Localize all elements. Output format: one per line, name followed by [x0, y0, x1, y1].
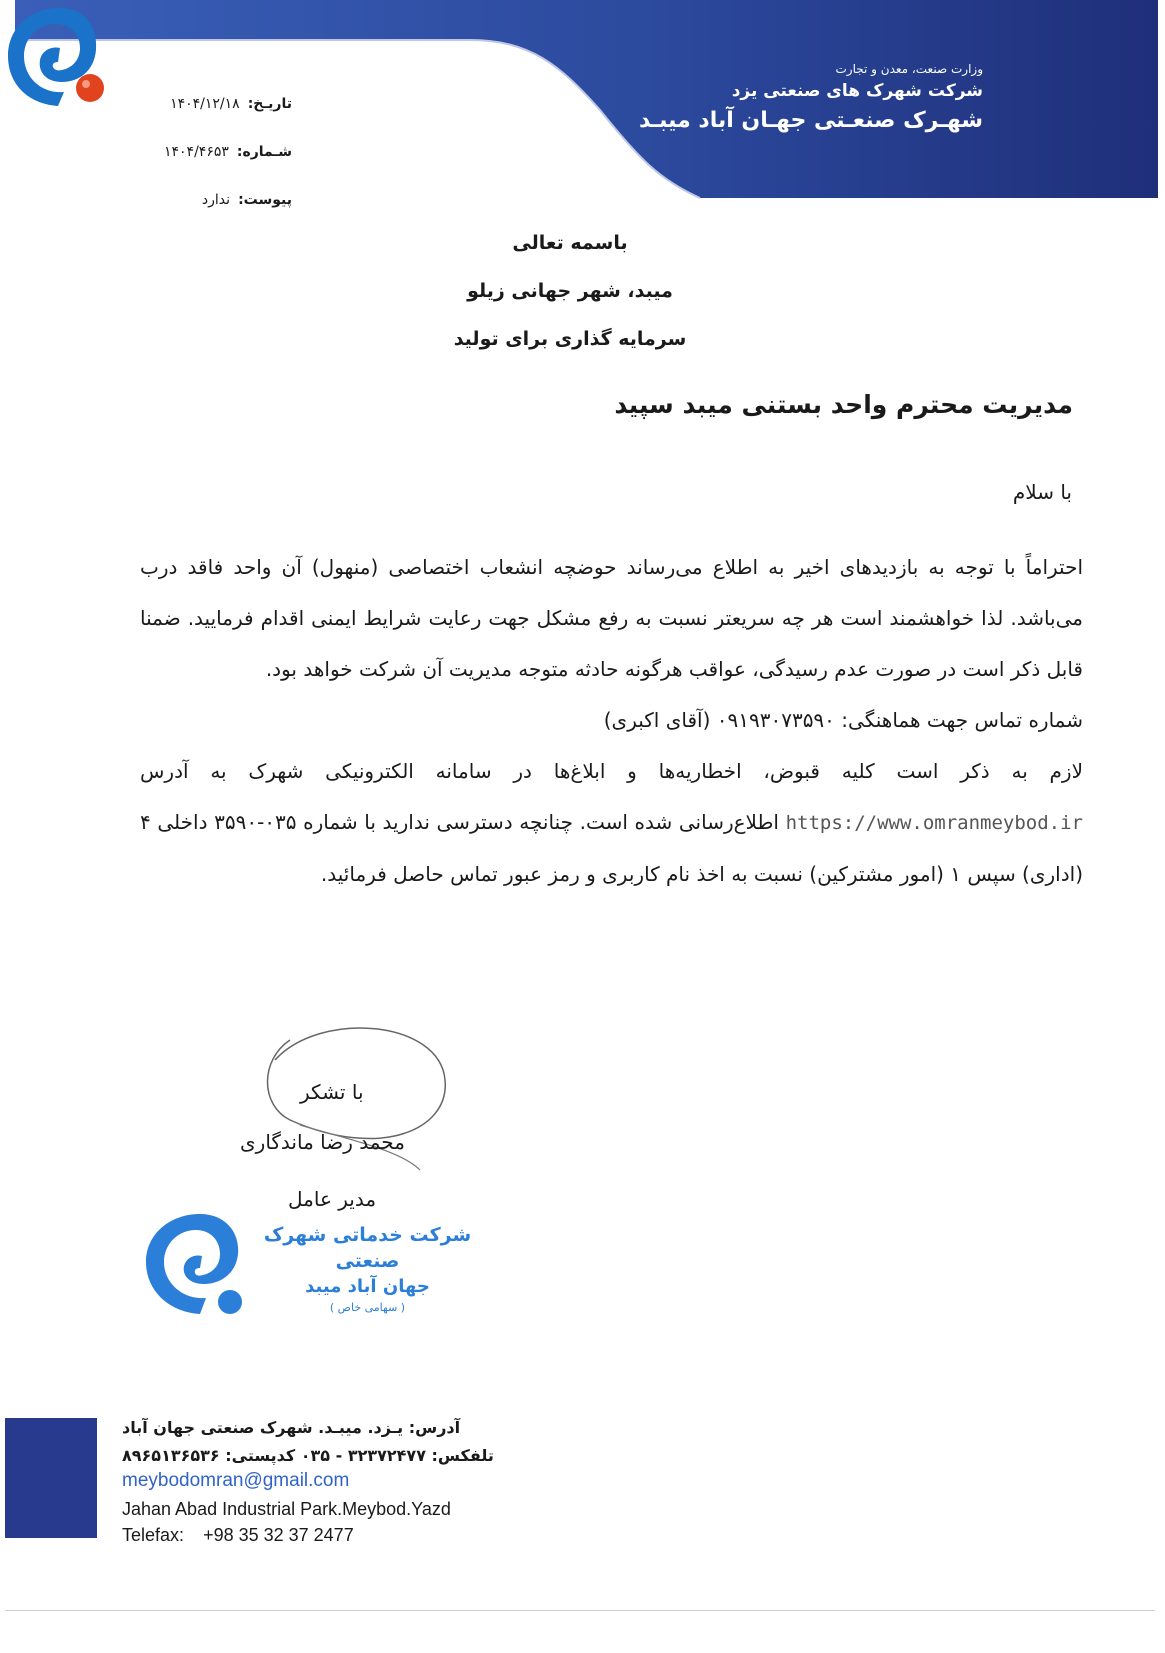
invocation: باسمه تعالی: [512, 232, 628, 254]
telefax-value: +98 35 32 37 2477: [203, 1525, 354, 1545]
addressee: مدیریت محترم واحد بستنی میبد سپید: [614, 390, 1073, 419]
letter-meta: [92, 80, 292, 224]
footer-address-en: Jahan Abad Industrial Park.Meybod.Yazd: [122, 1499, 451, 1519]
ministry-name: وزارت صنعت، معدن و تجارت: [835, 62, 983, 76]
attachment-row: [92, 176, 292, 224]
date-value: ۱۴۰۴/۱۲/۱۸: [170, 96, 240, 112]
footer-phone-fa: تلفکس: ۳۲۳۷۲۴۷۷ - ۰۳۵ کدپستی: ۸۹۶۵۱۳۶۵۳۶: [122, 1446, 494, 1465]
slogan-2: سرمایه گذاری برای تولید: [453, 328, 687, 350]
body-paragraph-2a: لازم به ذکر است کلیه قبوض، اخطاریه‌ها و ابلاغ‌ها در سامانه الکترونیکی شهرک به آدرس: [140, 759, 1083, 783]
letterhead-text: [563, 60, 983, 138]
org-name: شهـرک صنعـتی جهـان آباد میبـد: [638, 108, 983, 133]
body-paragraph-2b: اطلاع‌رسانی شده است. چنانچه دسترسی ندارید با شماره ۰۳۵-۳۵۹۰ داخلی ۴ (اداری) سپس ۱ (امور مشترکین) نسبت به اخذ نام کاربری و رمز عبور تماس حاصل فرمائید.: [140, 810, 1083, 886]
attachment-value: ندارد: [201, 192, 231, 208]
signer-title: مدیر عامل: [288, 1187, 377, 1211]
stamp-text: [245, 1222, 490, 1316]
attachment-label: پیوست:: [238, 192, 292, 208]
greeting: با سلام: [1012, 480, 1072, 504]
date-row: [92, 80, 292, 128]
date-label: تاریـخ:: [247, 96, 292, 112]
number-label: شـماره:: [236, 144, 292, 160]
footer-email[interactable]: meybodomran@gmail.com: [122, 1470, 350, 1491]
stamp-line-1: شرکت خدماتی شهرک صنعتی: [263, 1224, 472, 1272]
portal-link[interactable]: https://www.omranmeybod.ir: [785, 812, 1083, 834]
contact-line: شماره تماس جهت هماهنگی: ۰۹۱۹۳۰۷۳۵۹۰ (آقای اکبری): [603, 708, 1083, 732]
letter-body: [140, 542, 1083, 900]
body-paragraph-1: احتراماً با توجه به بازدیدهای اخیر به اطلاع می‌رساند حوضچه انشعاب اختصاصی (منهول) آن واحد فاقد درب می‌باشد. لذا خواهشمند است هر چه سریعتر نسبت به رفع مشکل جهت رعایت شرایط ایمنی اقدام فرمایید. ضمنا قابل ذکر است در صورت عدم رسیدگی، عواقب هرگونه حادثه متوجه مدیریت آن شرکت خواهد بود.: [140, 555, 1083, 681]
telefax-label: Telefax:: [122, 1525, 185, 1545]
number-value: ۱۴۰۴/۴۶۵۳: [164, 144, 229, 160]
footer-divider: [5, 1610, 1155, 1611]
closing-thanks: با تشکر: [300, 1080, 364, 1104]
footer-color-block: [5, 1418, 97, 1538]
number-row: [92, 128, 292, 176]
stamp-line-3: ( سهامی خاص ): [329, 1301, 406, 1314]
signer-name: محمد رضا ماندگاری: [240, 1130, 405, 1154]
stamp-line-2: جهان آباد میبد: [305, 1276, 430, 1297]
slogan-1: میبد، شهر جهانی زیلو: [467, 280, 673, 302]
body-paragraph-2: [140, 746, 1083, 900]
footer-telefax: [122, 1525, 354, 1546]
parent-org-name: شرکت شهرک های صنعتی یزد: [731, 81, 983, 101]
footer-address-fa: آدرس: یـزد. میبـد. شهرک صنعتی جهان آباد: [122, 1418, 461, 1437]
